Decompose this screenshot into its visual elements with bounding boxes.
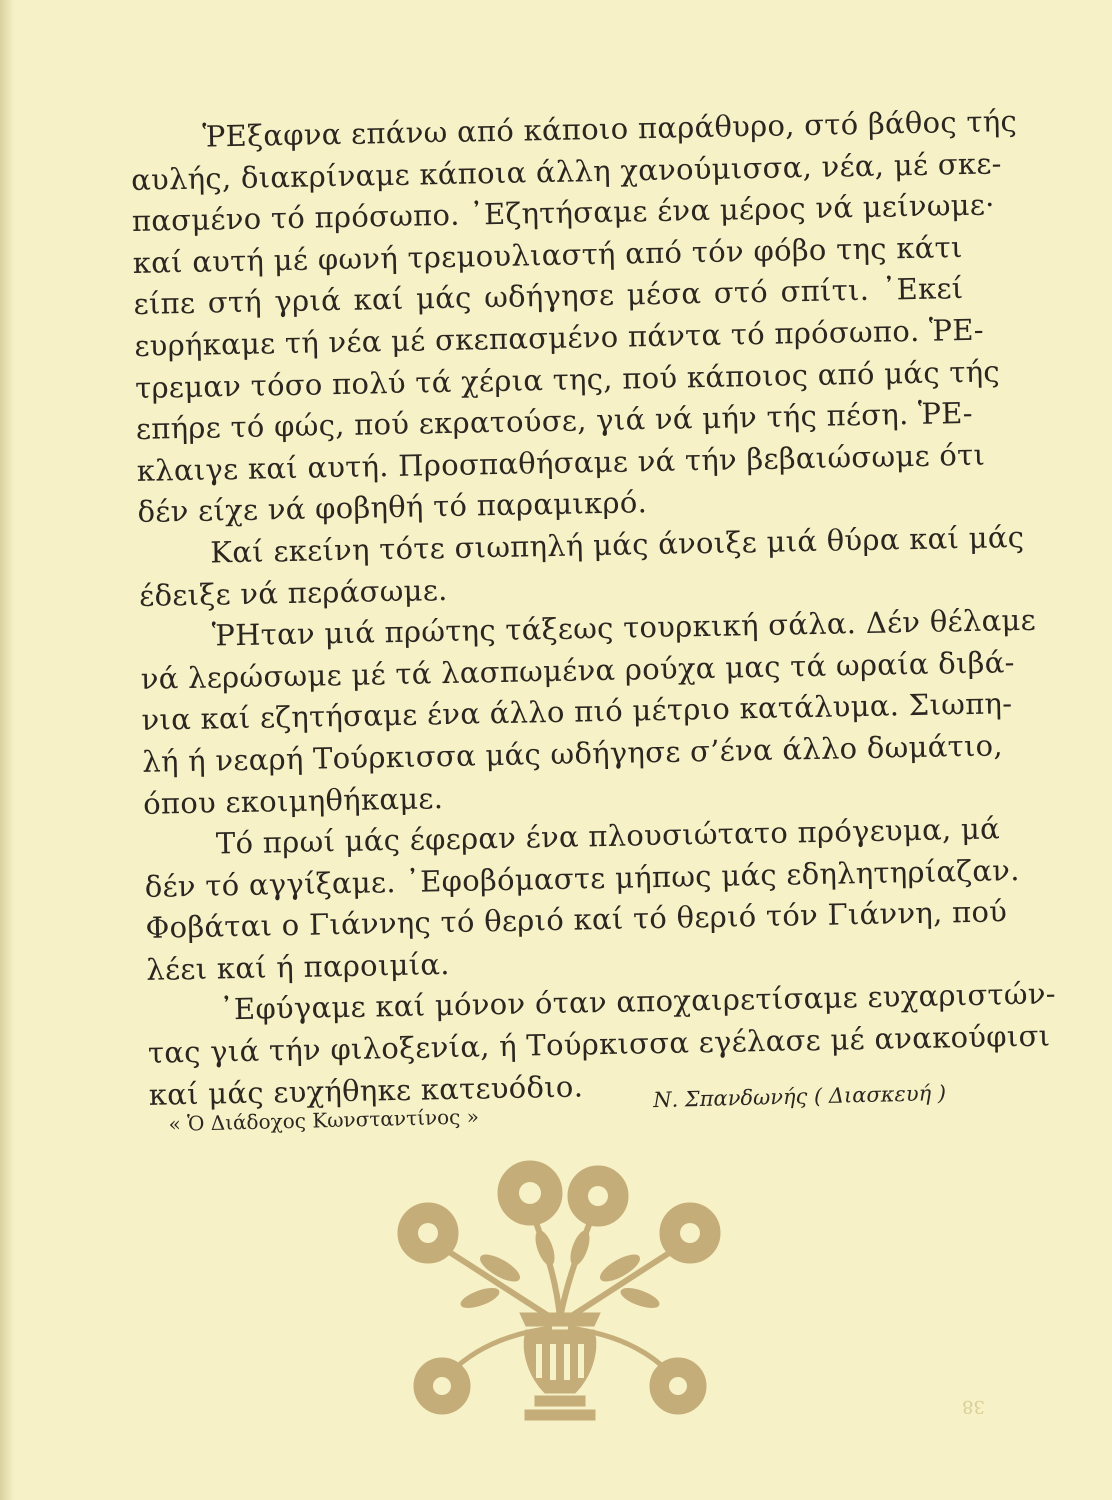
text-line: ῬΗταν μιά πρώτης τάξεως τουρκική σάλα. Δέν θέλαμε	[211, 602, 1037, 653]
text-line: Φοβάται ο Γιάννης τό θεριό καί τό θεριό τόν Γιάννη, πού	[145, 894, 1008, 946]
text-line: καί αυτή μέ φωνή τρεμουλιαστή από τόν φόβο της κάτι	[132, 229, 963, 280]
text-line: κλαιγε καί αυτή. Προσπαθήσαμε νά τήν βεβαιώσωμε ότι	[136, 437, 986, 488]
body-text	[130, 102, 1057, 1116]
text-line: ευρήκαμε τή νέα μέ σκεπασμένο πάντα τό πρόσωπο. ῬΕ-	[134, 312, 985, 363]
text-line: είπε στή γριά καί μάς ωδήγησε μέσα στό σπίτι. ᾿Εκεί	[133, 271, 964, 322]
author-credit: Ν. Σπανδωνής ( Διασκευή )	[652, 1080, 947, 1113]
text-line: αυλής, διακρίναμε κάποια άλλη χανούμισσα, νέα, μέ σκε-	[130, 145, 1003, 197]
text-line: όπου εκοιμηθήκαμε.	[142, 780, 444, 821]
text-line: δέν τό αγγίξαμε. ᾿Εφοβόμαστε μήπως μάς εδηλητηρίαζαν.	[144, 852, 1021, 904]
text-line: τρεμαν τόσο πολύ τά χέρια της, πού κάποιος από μάς τής	[134, 353, 1001, 405]
text-line: καί μάς ευχήθηκε κατευόδιο.	[148, 1069, 584, 1112]
text-line: Τό πρωί μάς έφεραν ένα πλουσιώτατο πρόγευμα, μά	[215, 811, 1001, 861]
text-line: επήρε τό φώς, πού εκρατούσε, γιά νά μήν τής πέση. ῬΕ-	[135, 396, 974, 447]
text-line: νά λερώσωμε μέ τά λασπωμένα ρούχα μας τά ωραία διβά-	[140, 644, 1015, 696]
text-line: πασμένο τό πρόσωπο. ᾿Εζητήσαμε ένα μέρος νά μείνωμε·	[131, 187, 996, 239]
text-line: Καί εκείνη τότε σιωπηλή μάς άνοιξε μιά θύρα καί μάς	[210, 519, 1025, 570]
text-line: έδειξε νά περάσωμε.	[138, 572, 448, 613]
source-title: « Ὁ Διάδοχος Κωνσταντίνος »	[168, 1104, 480, 1136]
text-line: ῬΕξαφνα επάνω από κάποιο παράθυρο, στό βάθος τής	[202, 103, 1018, 154]
text-line: δέν είχε νά φοβηθή τό παραμικρό.	[137, 485, 648, 530]
text-line: λέει καί ή παροιμία.	[146, 946, 451, 987]
text-line: ᾿Εφύγαμε καί μόνον όταν αποχαιρετίσαμε ευχαριστών-	[218, 976, 1057, 1027]
flower-vase-ornament	[380, 1148, 740, 1448]
page-number: 38	[962, 1396, 985, 1417]
page-edge	[0, 0, 14, 1500]
text-line: λή ή νεαρή Τούρκισσα μάς ωδήγησε σ’ένα άλλο δωμάτιο,	[142, 728, 1004, 779]
text-line: νια καί εζητήσαμε ένα άλλο πιό μέτριο κατάλυμα. Σιωπη-	[141, 686, 1013, 738]
text-line: τας γιά τήν φιλοξενία, ή Τούρκισσα εγέλασε μέ ανακούφισι	[147, 1018, 1051, 1070]
